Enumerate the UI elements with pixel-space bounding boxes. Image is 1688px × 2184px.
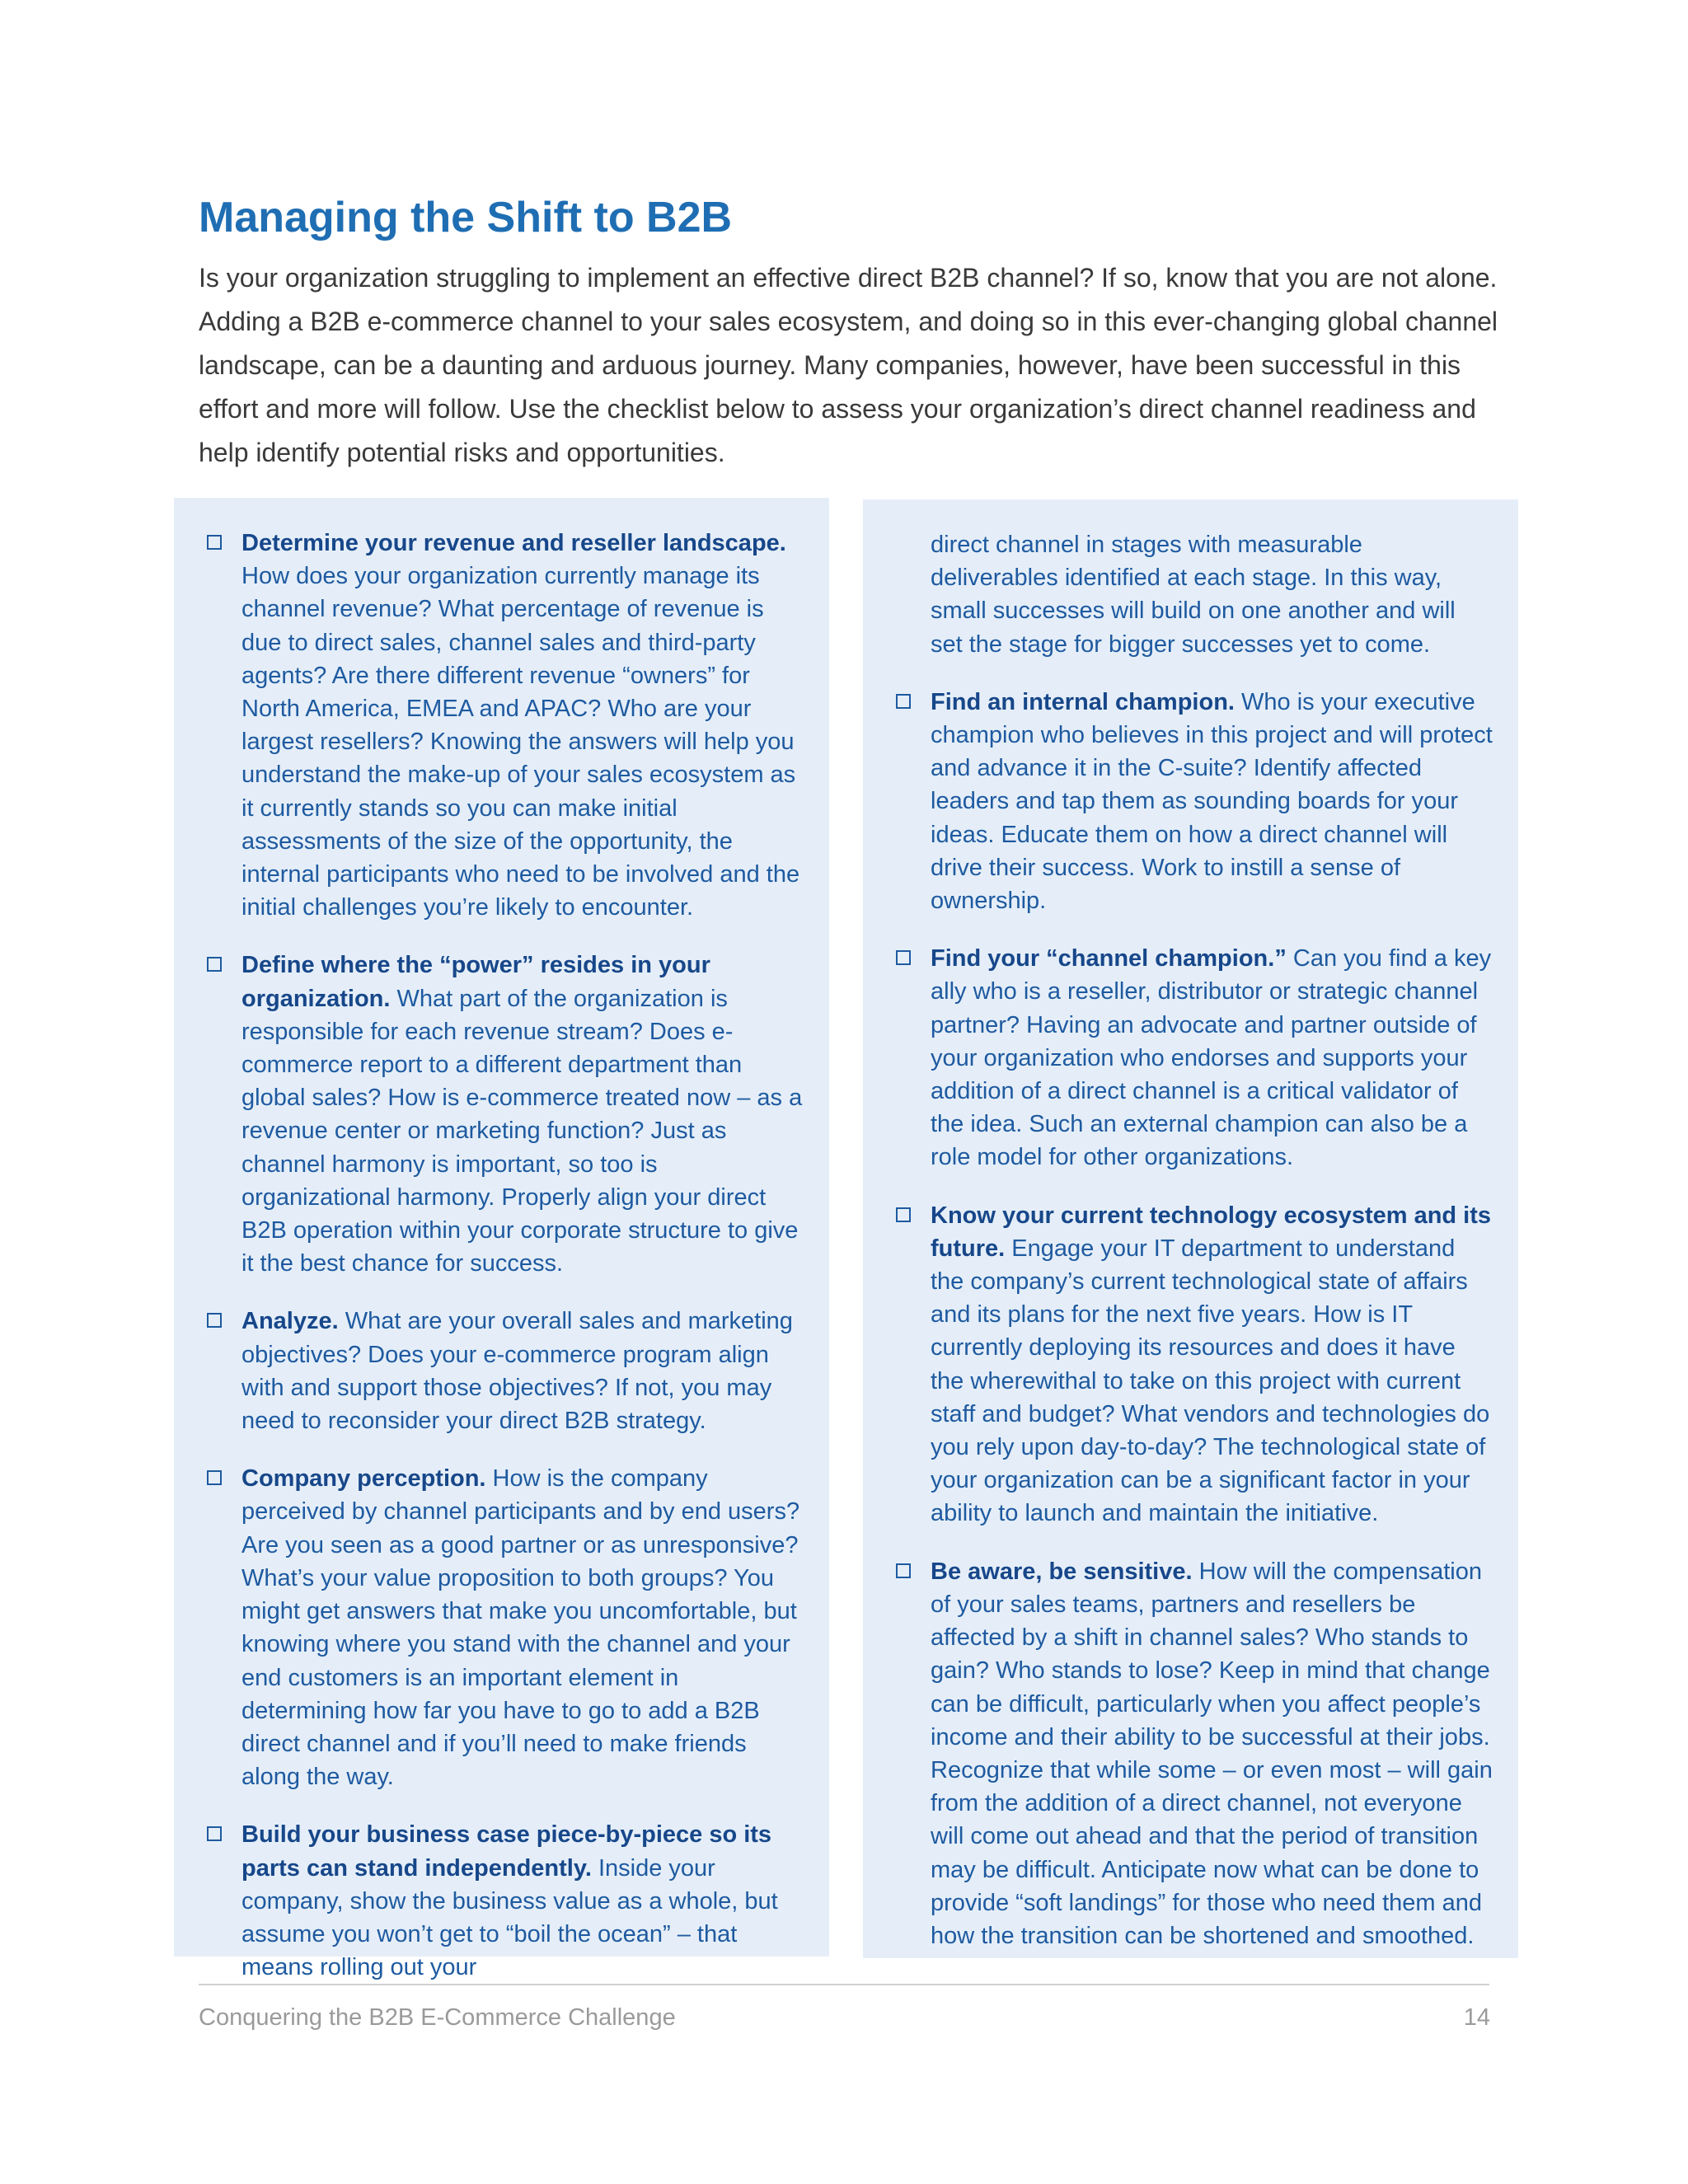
- item-body: How does your organization currently manage its channel revenue? What percentage of revenue is due to direct sales, channel sales and third-party agents? Are there different revenue “owners” for North America, EMEA and APAC? Who are your largest resellers? Knowing the answers will help you understand the make-up of your sales ecosystem as it currently stands so you can make initial assessments of the size of the opportunity, the internal participants who need to be involved and the initial challenges you’re likely to encounter.: [241, 563, 800, 921]
- checkbox-icon: [207, 1470, 222, 1485]
- checkbox-icon: [896, 694, 911, 709]
- checklist-right-column: [863, 499, 1518, 1958]
- footer-document-title: Conquering the B2B E-Commerce Challenge: [199, 2004, 676, 2031]
- item-lead: Analyze.: [241, 1308, 345, 1335]
- checklist-item: [207, 1462, 804, 1793]
- item-lead: Build your business case piece-by-piece so its parts can stand independently.: [241, 1821, 772, 1882]
- checklist-item: [207, 949, 804, 1280]
- item-body: Engage your IT department to understand the company’s current technological state of affairs and its plans for the next five years. How is IT currently deploying its resources and does it have the wherewithal to take on this project with current staff and budget? What vendors and technologies do you rely upon day-to-day? The technological state of your organization can be a significant factor in your ability to launch and maintain the initiative.: [931, 1235, 1490, 1527]
- checkbox-icon: [896, 1563, 911, 1578]
- item-lead: Know your current technology ecosystem and its future.: [931, 1202, 1492, 1262]
- checklist-item: [207, 1305, 804, 1437]
- item-lead: Company perception.: [241, 1465, 493, 1493]
- page-number: 14: [1463, 2004, 1490, 2031]
- item-body: How will the compensation of your sales teams, partners and resellers be affected by a shift in channel sales? Who stands to gain? Who stands to lose? Keep in mind that change can be difficult, particularly when you affect people’s income and their ability to be successful at their jobs. Recognize that while some – or even most – will gain from the addition of a direct channel, not everyone will come out ahead and that the period of transition may be difficult. Anticipate now what can be done to provide “soft landings” for those who need them and how the transition can be shortened and smoothed.: [931, 1558, 1493, 1949]
- item-lead: Be aware, be sensitive.: [931, 1558, 1199, 1585]
- checklist-item: [207, 527, 804, 924]
- checkbox-icon: [207, 1313, 222, 1328]
- item-body: Can you find a key ally who is a reseller, distributor or strategic channel partner? Having an advocate and partner outside of your organization who endorses and supports your addition of a direct channel is a critical validator of the idea. Such an external champion can also be a role model for other organizations.: [931, 945, 1492, 1171]
- checklist-item: [896, 942, 1493, 1174]
- checklist-item: [896, 1555, 1493, 1952]
- checklist-item: [896, 686, 1493, 917]
- item-body: Who is your executive champion who believes in this project and will protect and advance it in the C-suite? Identify affected leaders and tap them as sounding boards for your ideas. Educate them on how a direct channel will drive their success. Work to instill a sense of ownership.: [931, 688, 1493, 915]
- checklist-item: [207, 1818, 804, 1984]
- item-body: How is the company perceived by channel participants and by end users? Are you seen as a good partner or as unresponsive? What’s your value proposition to both groups? You might get answers that make you uncomfortable, but knowing where you stand with the channel and your end customers is an important element in determining how far you have to go to add a B2B direct channel and if you’ll need to make friends along the way.: [241, 1465, 800, 1791]
- item-body: What part of the organization is responsible for each revenue stream? Does e-commerce report to a different department than global sales? How is e-commerce treated now – as a revenue center or marketing function? Just as channel harmony is important, so too is organizational harmony. Properly align your direct B2B operation within your corporate structure to give it the best chance for success.: [241, 985, 803, 1277]
- intro-paragraph: Is your organization struggling to implement an effective direct B2B channel? If so, know that you are not alone. Adding a B2B e-commerce channel to your sales ecosystem, and doing so in this ever-changing global channel landscape, can be a daunting and arduous journey. Many companies, however, have been successful in this effort and more will follow. Use the checklist below to assess your organization’s direct channel readiness and help identify potential risks and opportunities.: [199, 263, 1498, 467]
- checklist-item: [896, 1199, 1493, 1530]
- page-title: Managing the Shift to B2B: [199, 194, 733, 241]
- checkbox-icon: [207, 1826, 222, 1841]
- item-lead: Determine your revenue and reseller landscape.: [241, 530, 786, 556]
- footer-divider: [199, 1984, 1489, 1985]
- checkbox-icon: [896, 1207, 911, 1222]
- item-lead: Define where the “power” resides in your organization.: [241, 952, 710, 1012]
- item-lead: Find your “channel champion.”: [931, 945, 1293, 972]
- checkbox-icon: [896, 950, 911, 965]
- item-body: Inside your company, show the business value as a whole, but assume you won’t get to “boil the ocean” – that means rolling out your: [241, 1854, 778, 1981]
- checkbox-icon: [207, 957, 222, 972]
- checklist-left-column: [174, 498, 829, 1981]
- checklist-item-continuation: direct channel in stages with measurable deliverables identified at each stage. In this way, small successes will build on one another and will set the stage for bigger successes yet to come.: [931, 532, 1456, 658]
- item-lead: Find an internal champion.: [931, 688, 1242, 715]
- item-body: What are your overall sales and marketing objectives? Does your e-commerce program align with and support those objectives? If not, you may need to reconsider your direct B2B strategy.: [241, 1308, 793, 1435]
- checkbox-icon: [207, 535, 222, 550]
